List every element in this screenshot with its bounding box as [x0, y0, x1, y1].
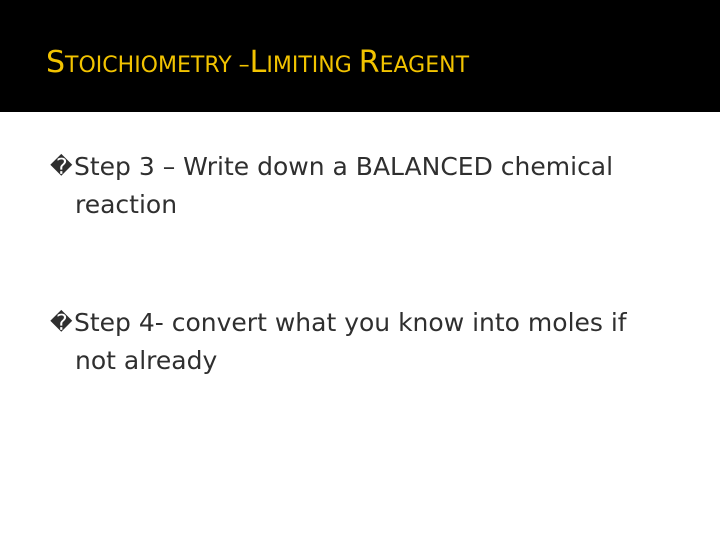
- title-separator: –: [231, 53, 250, 78]
- bullet-marker-icon: �: [50, 155, 73, 180]
- title-initial-s: S: [46, 45, 66, 80]
- bullet-step-4-line-1: [50, 304, 690, 342]
- title-bar: [0, 0, 720, 112]
- slide-title: [46, 45, 469, 84]
- title-word-limiting: IMITING: [266, 53, 359, 78]
- bullet-step-3-text: Step 3 – Write down a BALANCED chemical: [74, 152, 614, 181]
- title-word-reagent: EAGENT: [379, 53, 470, 78]
- title-initial-r: R: [358, 45, 380, 80]
- bullet-marker-icon: �: [50, 311, 73, 336]
- bullet-step-3-line-1: [50, 148, 690, 186]
- bullet-step-3-line-2: reaction: [75, 190, 178, 219]
- title-initial-l: L: [249, 45, 267, 80]
- bullet-step-4-line-2: not already: [75, 346, 218, 375]
- bullet-step-4-text: Step 4- convert what you know into moles if: [74, 308, 627, 337]
- bullet-step-3: [50, 148, 690, 223]
- title-word-stoichiometry: TOICHIOMETRY: [65, 53, 232, 78]
- bullet-step-4: [50, 304, 690, 379]
